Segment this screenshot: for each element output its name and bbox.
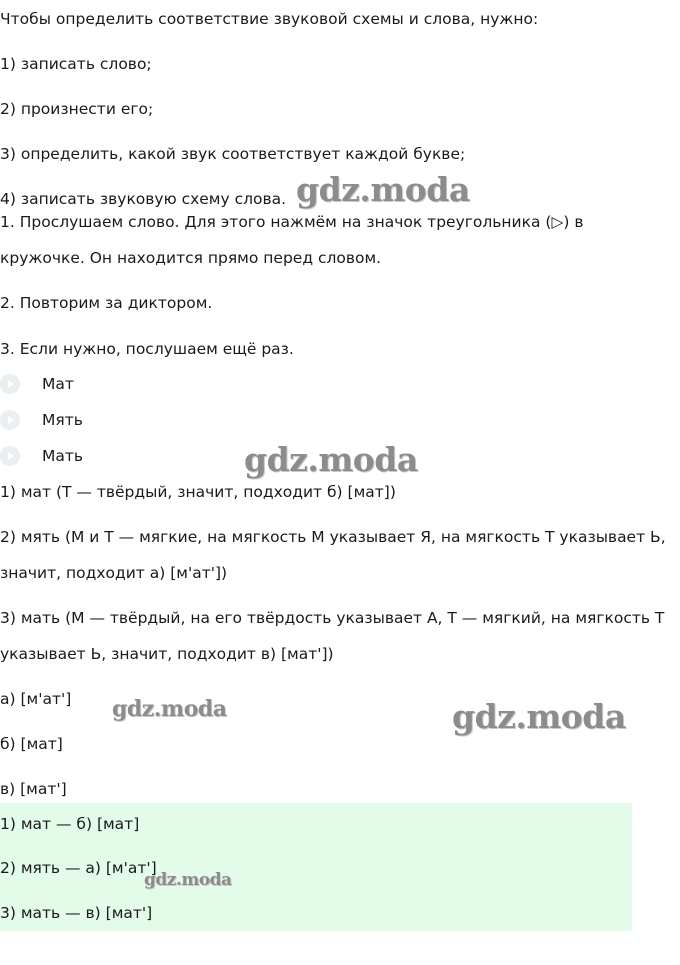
audio-word-label: Мять — [42, 411, 83, 429]
answer-1: 1) мат — б) [мат] — [0, 815, 140, 833]
play-circle-icon[interactable] — [0, 410, 20, 430]
audio-word-label: Мать — [42, 447, 84, 465]
step-1: 1) записать слово; — [0, 55, 152, 73]
scheme-v: в) [мат'] — [0, 780, 67, 798]
watermark: gdz.moda — [112, 696, 227, 722]
question-intro: Чтобы определить соответствие звуковой схемы и слова, нужно: — [0, 10, 539, 28]
watermark: gdz.moda — [244, 440, 418, 479]
instruction-1: 1. Прослушаем слово. Для этого нажмём на значок треугольника (▷) в — [0, 213, 584, 231]
analysis-1: 1) мат (Т — твёрдый, значит, подходит б) [мат]) — [0, 483, 396, 501]
scheme-a: а) [м'ат'] — [0, 690, 72, 708]
watermark: gdz.moda — [144, 870, 232, 890]
play-circle-icon[interactable] — [0, 374, 20, 394]
analysis-3: 3) мать (М — твёрдый, на его твёрдость указывает А, Т — мягкий, на мягкость Т — [0, 609, 665, 627]
analysis-2-cont: значит, подходит а) [м'ат']) — [0, 564, 228, 582]
watermark: gdz.moda — [452, 697, 626, 736]
audio-word-label: Мат — [42, 375, 74, 393]
analysis-2: 2) мять (М и Т — мягкие, на мягкость М указывает Я, на мягкость Т указывает Ь, — [0, 528, 666, 546]
answer-3: 3) мать — в) [мат'] — [0, 904, 153, 922]
watermark: gdz.moda — [296, 170, 470, 209]
instruction-3: 3. Если нужно, послушаем ещё раз. — [0, 340, 294, 358]
answer-2: 2) мять — а) [м'ат'] — [0, 859, 157, 877]
instruction-1-cont: кружочке. Он находится прямо перед словом. — [0, 249, 382, 267]
step-2: 2) произнести его; — [0, 100, 154, 118]
instruction-2: 2. Повторим за диктором. — [0, 294, 213, 312]
step-3: 3) определить, какой звук соответствует каждой букве; — [0, 145, 466, 163]
scheme-b: б) [мат] — [0, 735, 63, 753]
step-4: 4) записать звуковую схему слова. — [0, 190, 287, 208]
analysis-3-cont: указывает Ь, значит, подходит в) [мат']) — [0, 645, 334, 663]
play-circle-icon[interactable] — [0, 446, 20, 466]
